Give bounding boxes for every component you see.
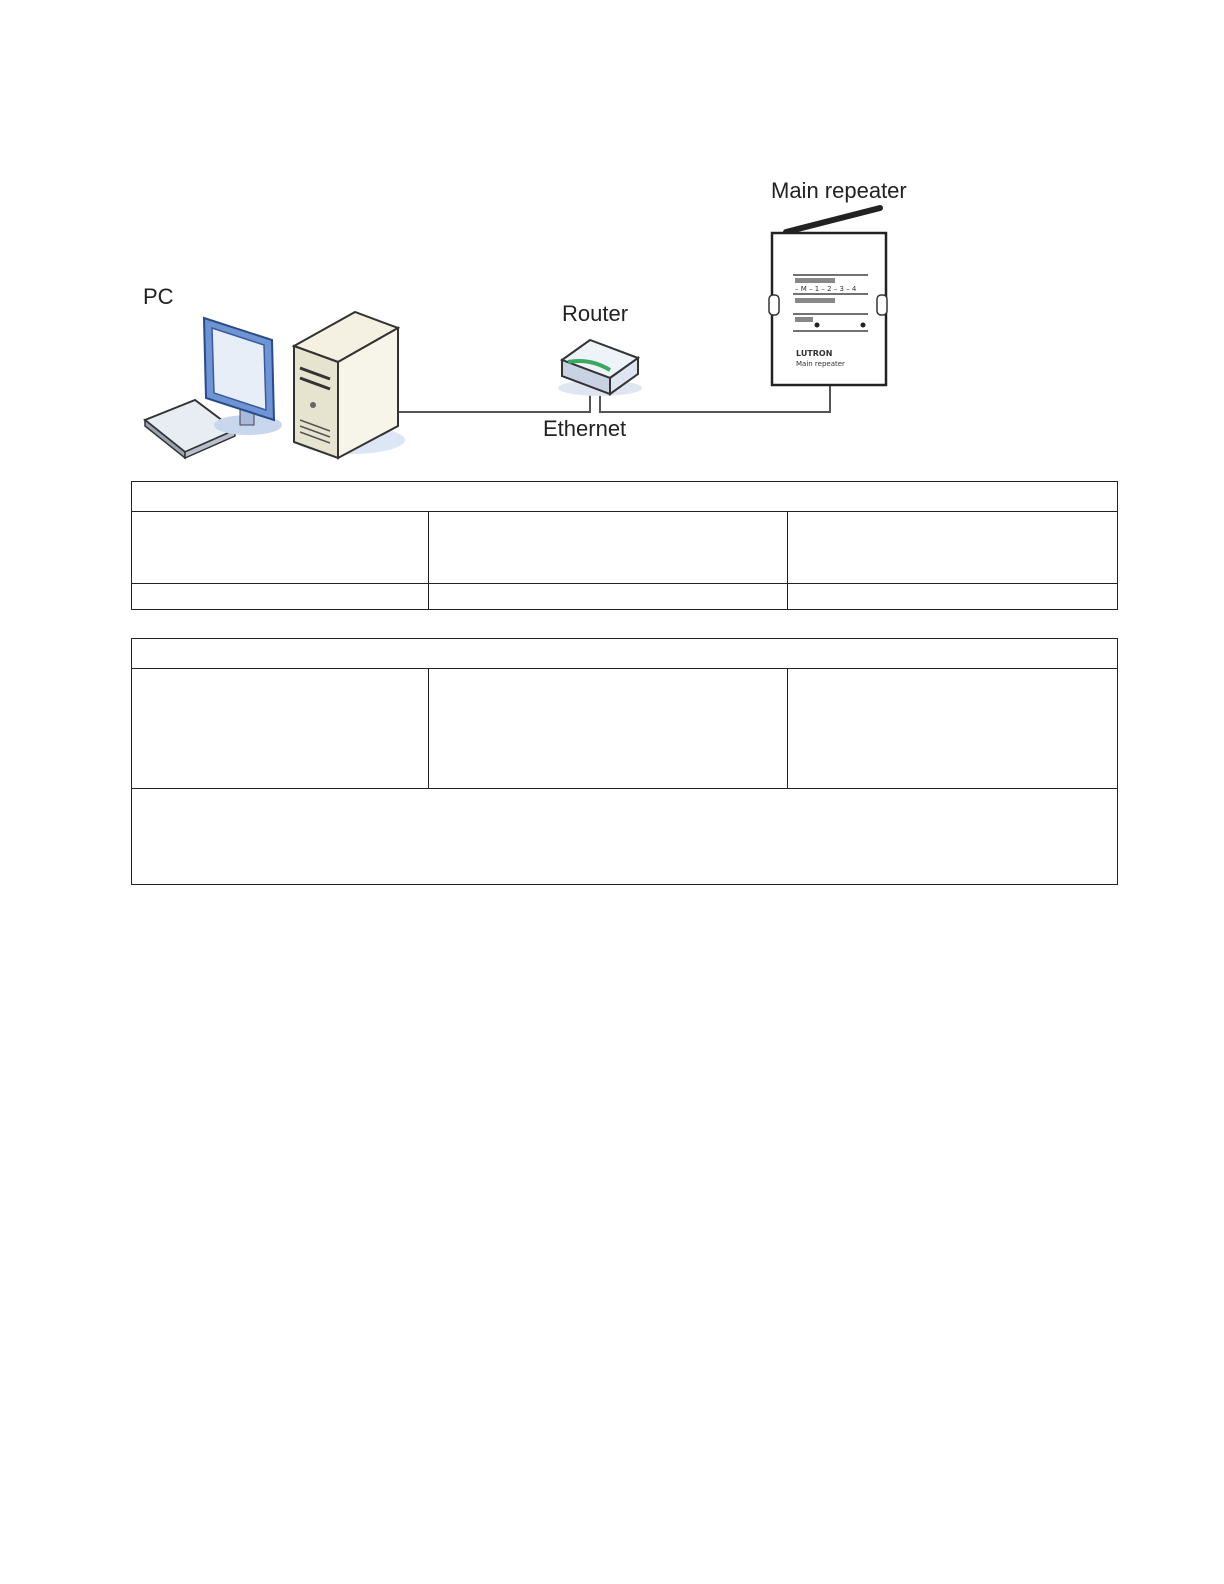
main-repeater-label: Main repeater [771, 178, 907, 203]
repeater-row-labels: – M – 1 – 2 – 3 – 4 [795, 285, 857, 293]
table-2-cell [788, 669, 1118, 789]
table-1-cell [132, 512, 429, 584]
table-1 [131, 481, 1118, 610]
computer-tower-icon [294, 312, 405, 458]
repeater-brand: LUTRON [796, 349, 833, 358]
table-2-cell [429, 669, 788, 789]
table-1-cell [132, 584, 429, 610]
table-1-cell [788, 584, 1118, 610]
table-2-cell [132, 669, 429, 789]
pc-label: PC [143, 284, 174, 309]
router-icon [558, 340, 642, 396]
router-label: Router [562, 301, 629, 326]
main-repeater-icon [769, 208, 887, 385]
table-1-cell [788, 512, 1118, 584]
table-1-cell [429, 584, 788, 610]
table-2-footer [132, 789, 1118, 885]
ethernet-label: Ethernet [543, 416, 627, 441]
table-1-header [132, 482, 1118, 512]
repeater-model: Main repeater [796, 360, 845, 368]
network-diagram [0, 0, 1224, 480]
table-2 [131, 638, 1118, 885]
table-2-header [132, 639, 1118, 669]
table-1-cell [429, 512, 788, 584]
